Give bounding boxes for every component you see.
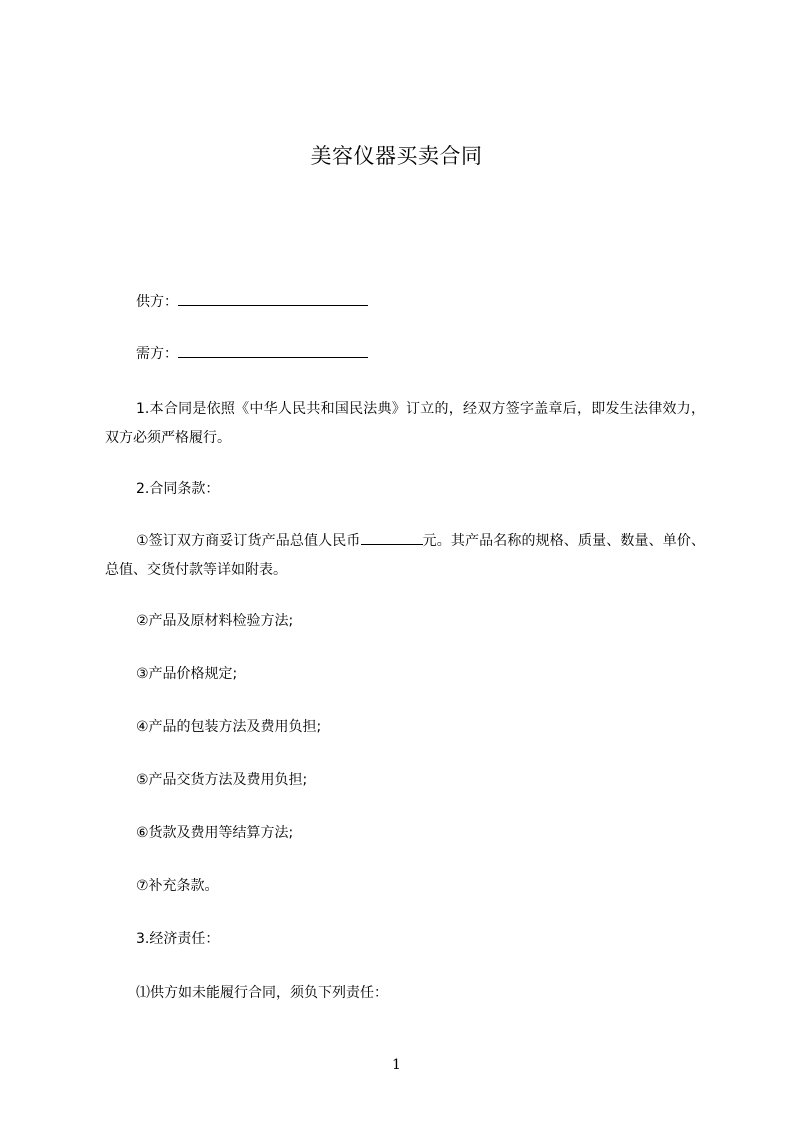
term-1-text-after: 元。其产品名称的规格、质量、数量、单价、总值、交货付款等详如附表。	[105, 533, 705, 578]
term-2: ②产品及原材料检验方法;	[136, 613, 294, 629]
page-number: 1	[392, 1057, 401, 1073]
term-3: ③产品价格规定;	[136, 666, 238, 682]
term-5: ⑤产品交货方法及费用负担;	[136, 772, 308, 788]
clause-3-sub-1: ⑴供方如未能履行合同，须负下列责任：	[136, 985, 388, 1001]
term-6: ⑥货款及费用等结算方法;	[136, 825, 294, 841]
document-title: 美容仪器买卖合同	[310, 144, 483, 168]
clause-3-heading: 3.经济责任：	[136, 931, 220, 947]
buyer-label: 需方：	[136, 346, 178, 362]
term-4: ④产品的包装方法及费用负担;	[136, 719, 322, 735]
clause-1: 1.本合同是依照《中华人民共和国民法典》订立的，经双方签字盖章后，即发生法律效力，双方必须严格履行。	[105, 401, 705, 446]
buyer-blank	[178, 343, 368, 358]
term-1-text-before: ①签订双方商妥订货产品总值人民币	[136, 533, 361, 549]
term-1-amount-blank	[361, 530, 423, 545]
supplier-blank	[178, 291, 368, 306]
supplier-label: 供方：	[136, 294, 178, 310]
term-1	[105, 527, 705, 585]
clause-2-heading: 2.合同条款：	[136, 481, 220, 497]
buyer-line	[136, 343, 368, 364]
supplier-line	[136, 291, 368, 312]
term-7: ⑦补充条款。	[136, 878, 219, 894]
